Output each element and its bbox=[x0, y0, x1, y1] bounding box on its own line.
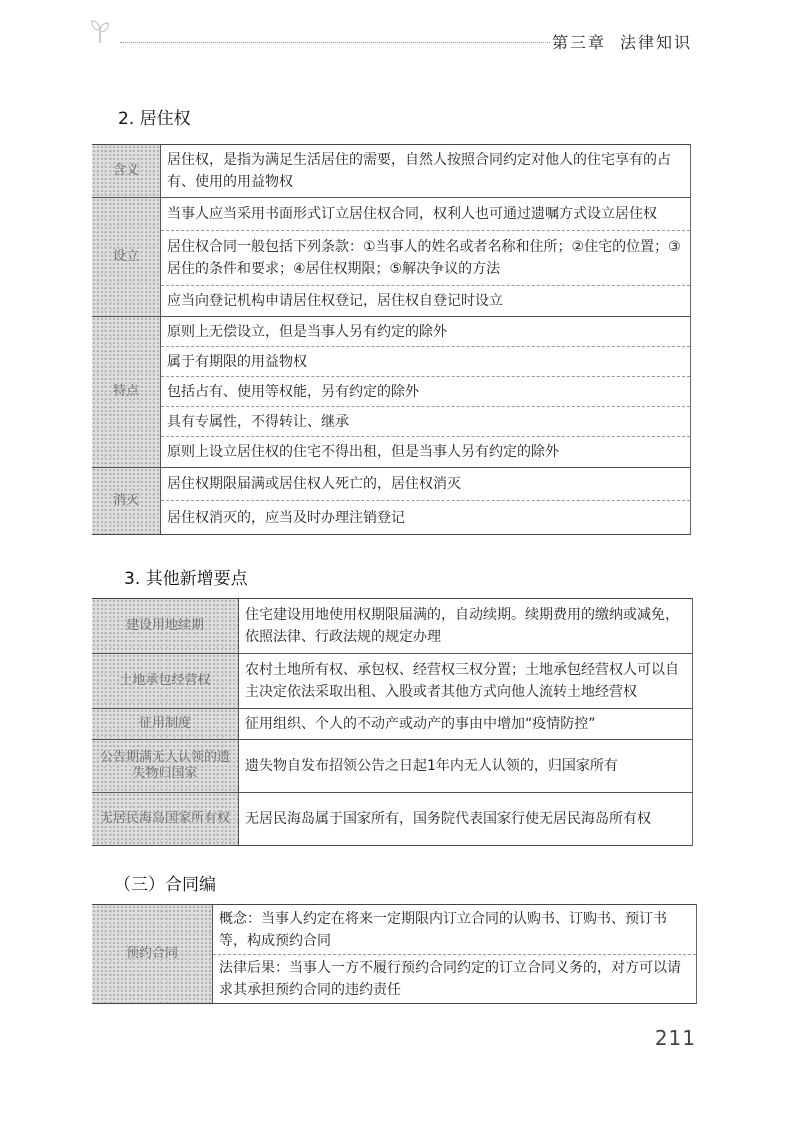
table-row: 征用组织、个人的不动产或动产的事由中增加“疫情防控” bbox=[245, 716, 596, 732]
group-lost-property bbox=[92, 740, 692, 793]
table-row: 居住权消灭的，应当及时办理注销登记 bbox=[167, 509, 405, 526]
group-rows bbox=[161, 198, 690, 316]
group-label: 无居民海岛国家所有权 bbox=[92, 793, 239, 845]
table-row: 农村土地所有权、承包权、经营权三权分置；土地承包经营权人可以自主决定依法采取出租、入股或者其他方式向他人流转土地经营权 bbox=[245, 662, 679, 700]
chapter-title: 法律知识 bbox=[619, 33, 692, 52]
table-row: 原则上无偿设立，但是当事人另有约定的除外 bbox=[161, 317, 690, 347]
table-row: 包括占有、使用等权能，另有约定的除外 bbox=[161, 377, 690, 407]
section-title-contracts: （三）合同编 bbox=[114, 875, 216, 895]
group-rows bbox=[239, 599, 692, 653]
table-row: 法律后果：当事人一方不履行预约合同约定的订立合同义务的，对方可以请求其承担预约合同的违约责任 bbox=[219, 960, 681, 998]
preliminary-contract-table bbox=[92, 904, 697, 1004]
group-rows bbox=[161, 145, 690, 197]
table-row: 具有专属性，不得转让、继承 bbox=[161, 407, 690, 437]
group-rows bbox=[239, 793, 692, 845]
group-label: 设立 bbox=[92, 198, 161, 316]
table-row: 居住权合同一般包括下列条款：①当事人的姓名或者名称和住所；②住宅的位置；③居住的条件和要求；④居住权期限；⑤解决争议的方法 bbox=[161, 231, 690, 286]
group-requisition bbox=[92, 709, 692, 740]
header-divider bbox=[120, 42, 550, 43]
group-rows bbox=[161, 317, 690, 467]
group-label: 土地承包经营权 bbox=[92, 654, 239, 708]
group-land-contract bbox=[92, 654, 692, 709]
table-row: 原则上设立居住权的住宅不得出租，但是当事人另有约定的除外 bbox=[167, 444, 559, 460]
group-establish bbox=[92, 198, 690, 317]
group-rows bbox=[161, 468, 690, 534]
residence-right-table bbox=[92, 144, 691, 535]
table-row: 无居民海岛属于国家所有，国务院代表国家行使无居民海岛所有权 bbox=[245, 811, 651, 827]
group-preliminary-contract bbox=[92, 905, 696, 1003]
group-label: 消灭 bbox=[92, 468, 161, 534]
other-points-table bbox=[92, 598, 693, 846]
page-number: 211 bbox=[654, 1026, 696, 1050]
table-row: 遗失物自发布招领公告之日起1年内无人认领的，归国家所有 bbox=[245, 758, 618, 774]
group-label: 公告期满无人认领的遗失物归国家 bbox=[92, 740, 239, 792]
group-label: 预约合同 bbox=[92, 905, 213, 1003]
table-row: 居住权期限届满或居住权人死亡的，居住权消灭 bbox=[161, 468, 690, 501]
table-row: 应当向登记机构申请居住权登记，居住权自登记时设立 bbox=[167, 293, 503, 309]
group-rows bbox=[239, 709, 692, 739]
section-title-other-points: 3. 其他新增要点 bbox=[124, 569, 248, 589]
table-row: 居住权，是指为满足生活居住的需要，自然人按照合同约定对他人的住宅享有的占有、使用的用益物权 bbox=[167, 152, 671, 190]
table-row: 当事人应当采用书面形式订立居住权合同，权利人也可通过遗嘱方式设立居住权 bbox=[161, 198, 690, 231]
section-title-residence-right: 2. 居住权 bbox=[118, 109, 191, 129]
group-island-ownership bbox=[92, 793, 692, 845]
group-features bbox=[92, 317, 690, 468]
group-extinction bbox=[92, 468, 690, 534]
group-label: 征用制度 bbox=[92, 709, 239, 739]
table-row: 概念：当事人约定在将来一定期限内订立合同的认购书、订购书、预订书等，构成预约合同 bbox=[213, 905, 696, 955]
group-label: 含义 bbox=[92, 145, 161, 197]
page-header bbox=[0, 0, 800, 70]
group-land-renewal bbox=[92, 599, 692, 654]
chapter-heading bbox=[552, 30, 692, 53]
table-row: 住宅建设用地使用权期限届满的，自动续期。续期费用的缴纳或减免，依照法律、行政法规的规定办理 bbox=[245, 607, 679, 645]
group-meaning bbox=[92, 145, 690, 198]
group-label: 特点 bbox=[92, 317, 161, 467]
group-rows bbox=[213, 905, 696, 1003]
group-rows bbox=[239, 654, 692, 708]
chapter-number: 第三章 bbox=[551, 33, 606, 52]
plant-logo-icon bbox=[88, 18, 112, 44]
group-rows bbox=[239, 740, 692, 792]
table-row: 属于有期限的用益物权 bbox=[161, 347, 690, 377]
group-label: 建设用地续期 bbox=[92, 599, 239, 653]
